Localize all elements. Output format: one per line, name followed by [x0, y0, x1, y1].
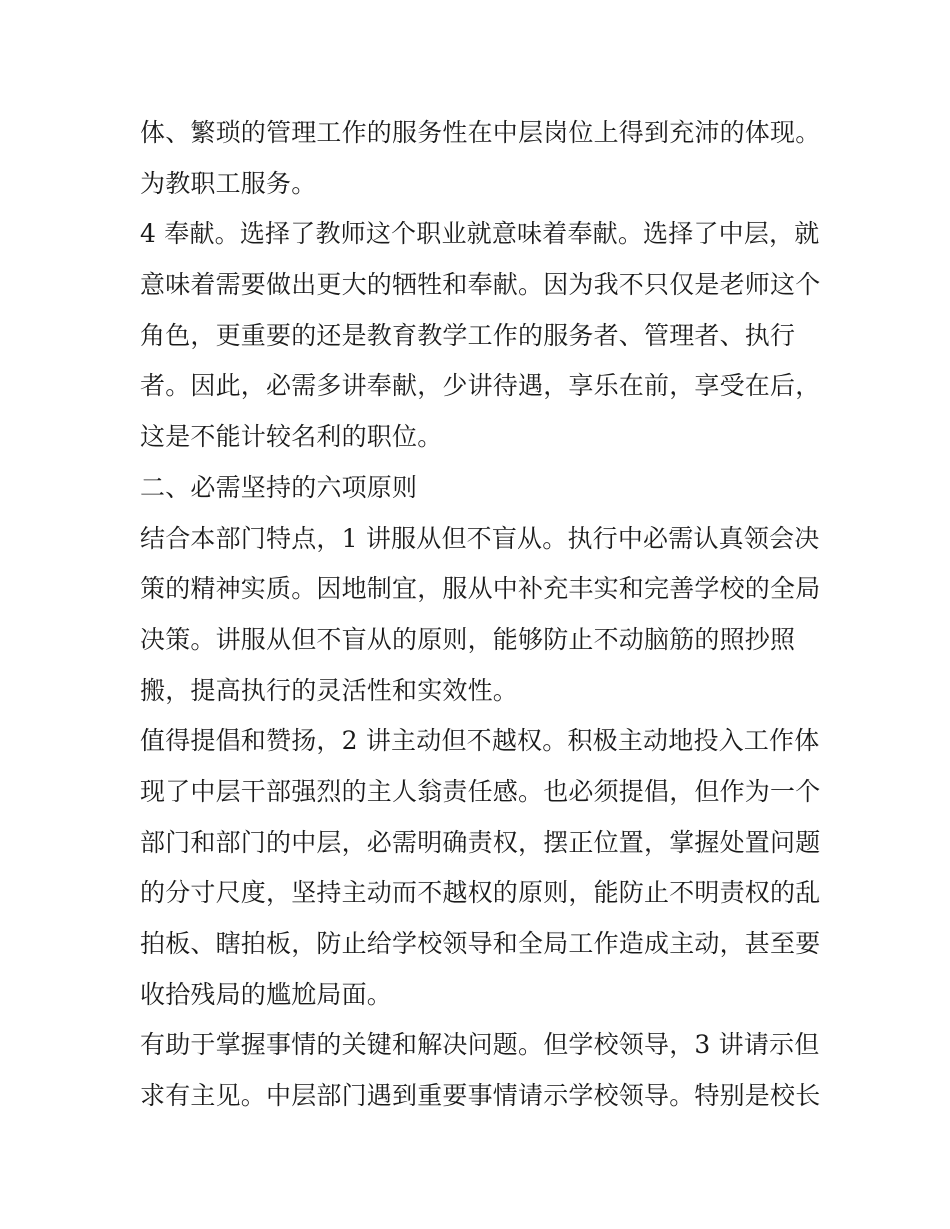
text-line: 有助于掌握事情的关键和解决问题。但学校领导，3 讲请示但: [140, 1030, 820, 1060]
text-line: 决策。讲服从但不盲从的原则，能够防止不动脑筋的照抄照: [140, 624, 796, 654]
text-line: 为教职工服务。: [140, 168, 317, 198]
text-line: 4 奉献。选择了教师这个职业就意味着奉献。选择了中层，就: [140, 219, 820, 249]
text-line: 拍板、瞎拍板，防止给学校领导和全局工作造成主动，甚至要: [140, 929, 820, 958]
document-page: [140, 108, 820, 1122]
text-line: 角色，更重要的还是教育教学工作的服务者、管理者、执行: [140, 320, 796, 350]
text-line: 的分寸尺度，坚持主动而不越权的原则，能防止不明责权的乱: [140, 878, 820, 908]
text-line: 结合本部门特点，1 讲服从但不盲从。执行中必需认真领会决: [140, 523, 820, 553]
text-line: 搬，提高执行的灵活性和实效性。: [140, 675, 519, 705]
text-line: 体、繁琐的管理工作的服务性在中层岗位上得到充沛的体现。: [140, 118, 820, 147]
section-heading: 二、必需坚持的六项原则: [140, 472, 418, 502]
text-line: 者。因此，必需多讲奉献，少讲待遇，享乐在前，享受在后，: [140, 371, 820, 401]
text-line: 求有主见。中层部门遇到重要事情请示学校领导。特别是校长: [140, 1081, 820, 1111]
text-line: 意味着需要做出更大的牺牲和奉献。因为我不只仅是老师这个: [140, 270, 820, 300]
text-line: 值得提倡和赞扬，2 讲主动但不越权。积极主动地投入工作体: [140, 726, 820, 756]
text-line: 这是不能计较名利的职位。: [140, 422, 443, 452]
text-line: 现了中层干部强烈的主人翁责任感。也必须提倡，但作为一个: [140, 776, 820, 806]
text-line: 部门和部门的中层，必需明确责权，摆正位置，掌握处置问题: [140, 827, 820, 857]
text-line: 策的精神实质。因地制宜，服从中补充丰实和完善学校的全局: [140, 574, 820, 604]
text-line: 收拾残局的尴尬局面。: [140, 979, 393, 1009]
